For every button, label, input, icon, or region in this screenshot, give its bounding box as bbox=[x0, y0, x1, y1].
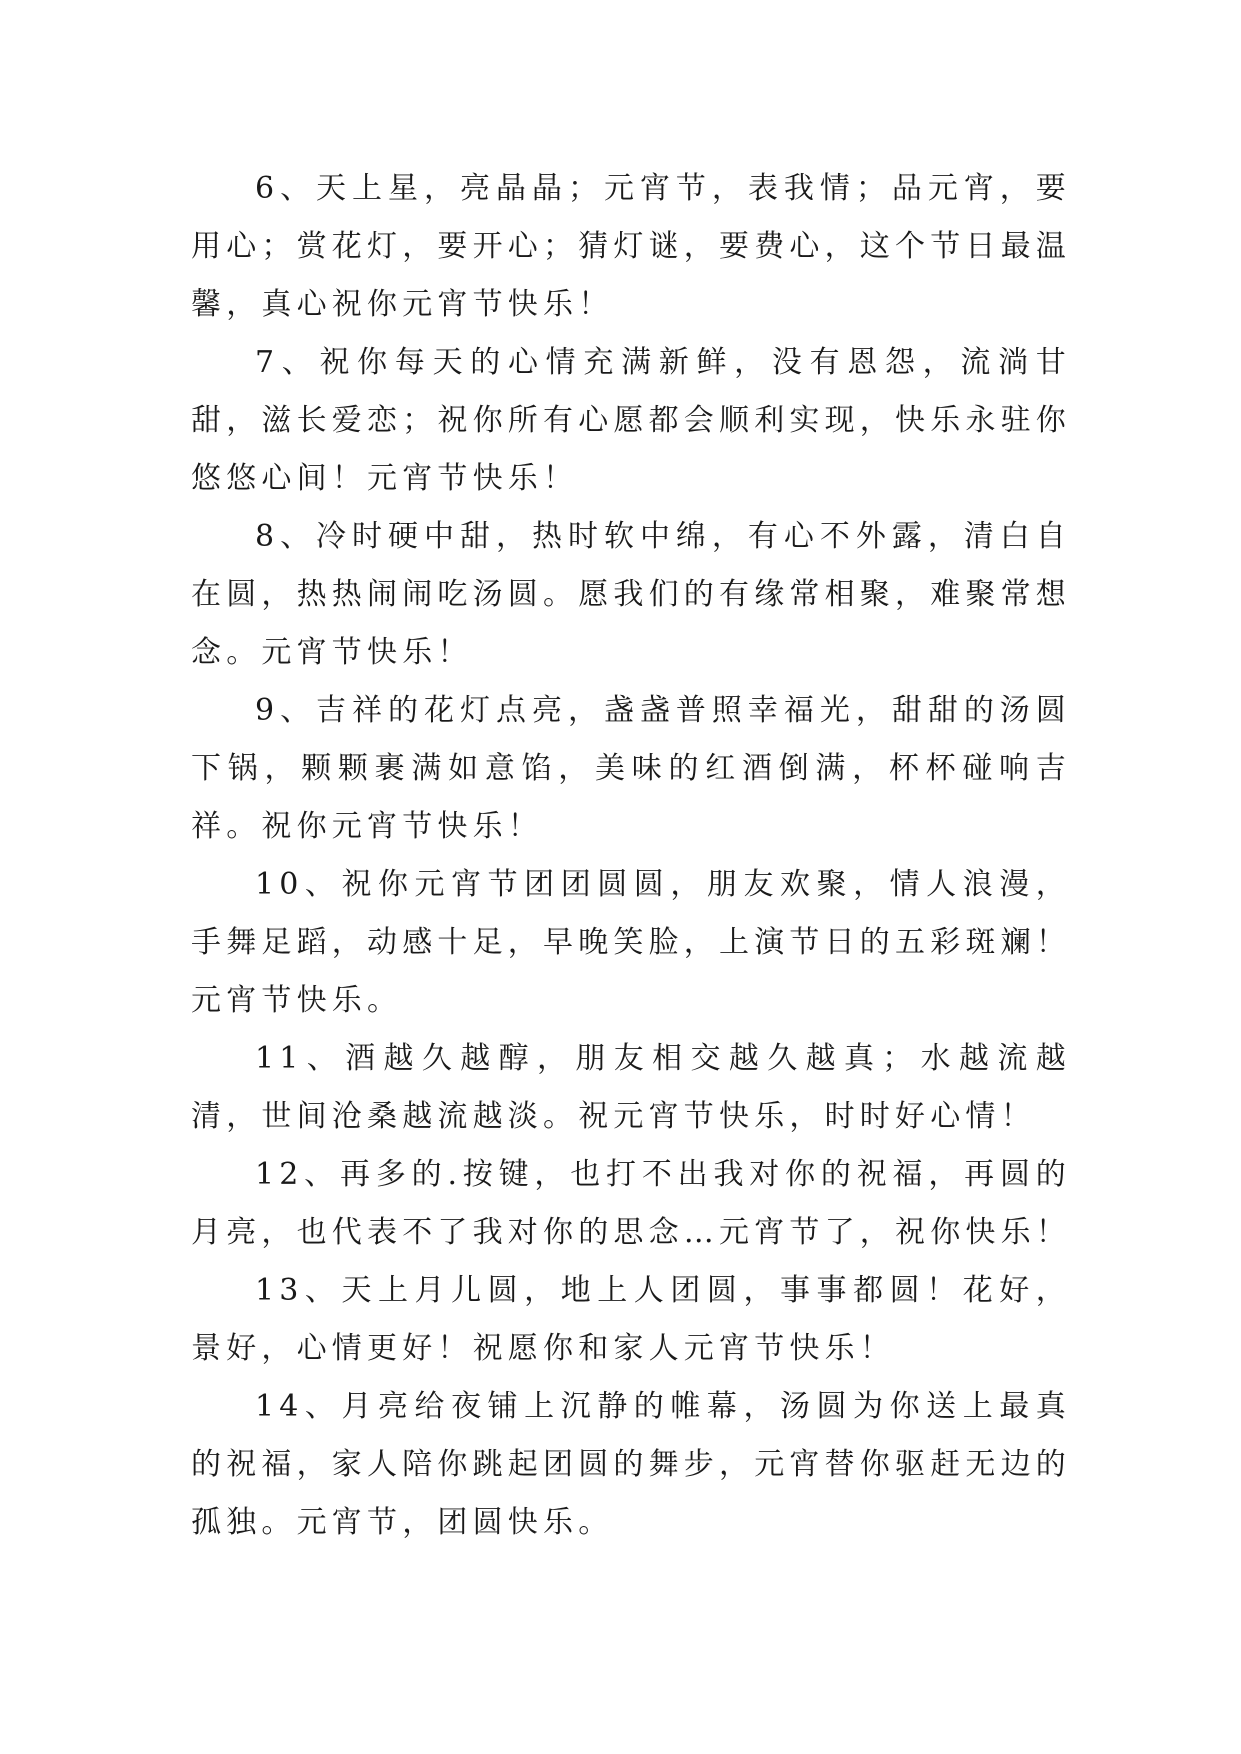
paragraph-6: 6、天上星，亮晶晶；元宵节，表我情；品元宵，要用心；赏花灯，要开心；猜灯谜，要费心，这个节日最温馨，真心祝你元宵节快乐！ bbox=[191, 171, 1071, 322]
document-body bbox=[191, 160, 1071, 1552]
paragraph-12: 12、再多的.按键，也打不出我对你的祝福，再圆的月亮，也代表不了我对你的思念…元宵节了，祝你快乐！ bbox=[191, 1157, 1071, 1250]
paragraph-14: 14、月亮给夜铺上沉静的帷幕，汤圆为你送上最真的祝福，家人陪你跳起团圆的舞步，元宵替你驱赶无边的孤独。元宵节，团圆快乐。 bbox=[191, 1389, 1071, 1540]
paragraph-8: 8、冷时硬中甜，热时软中绵，有心不外露，清白自在圆，热热闹闹吃汤圆。愿我们的有缘常相聚，难聚常想念。元宵节快乐！ bbox=[191, 519, 1071, 670]
paragraph-13: 13、天上月儿圆，地上人团圆，事事都圆！花好，景好，心情更好！祝愿你和家人元宵节快乐！ bbox=[191, 1273, 1071, 1366]
paragraph-11: 11、酒越久越醇，朋友相交越久越真；水越流越清，世间沧桑越流越淡。祝元宵节快乐，时时好心情！ bbox=[191, 1041, 1071, 1134]
paragraph-7: 7、祝你每天的心情充满新鲜，没有恩怨，流淌甘甜，滋长爱恋；祝你所有心愿都会顺利实现，快乐永驻你悠悠心间！元宵节快乐！ bbox=[191, 345, 1071, 496]
paragraph-10: 10、祝你元宵节团团圆圆，朋友欢聚，情人浪漫，手舞足蹈，动感十足，早晚笑脸，上演节日的五彩斑斓！元宵节快乐。 bbox=[191, 867, 1071, 1018]
paragraph-9: 9、吉祥的花灯点亮，盏盏普照幸福光，甜甜的汤圆下锅，颗颗裹满如意馅，美味的红酒倒满，杯杯碰响吉祥。祝你元宵节快乐！ bbox=[191, 693, 1071, 844]
